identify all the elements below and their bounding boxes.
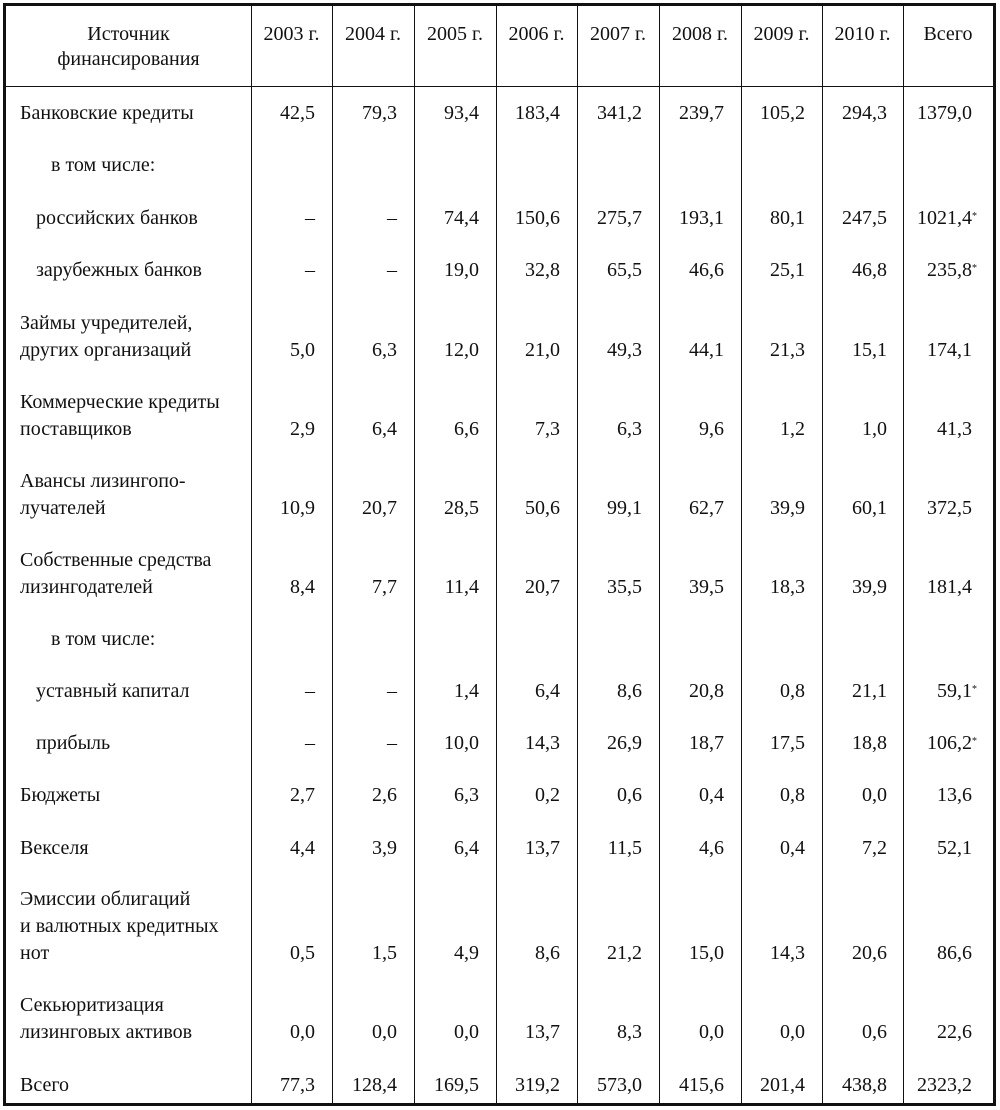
table-cell — [327, 495, 397, 522]
cell-value: 7,2 — [862, 837, 887, 859]
table-cell — [409, 574, 479, 601]
cell-value: 0,0 — [780, 1021, 805, 1043]
cell-value: 169,5 — [434, 1074, 479, 1096]
cell-value: 0,8 — [780, 680, 805, 702]
row-label: Авансы лизингопо- — [20, 470, 186, 492]
cell-value: 1,0 — [862, 418, 887, 440]
cell-value: 0,4 — [780, 837, 805, 859]
cell-value: 4,9 — [454, 942, 479, 964]
cell-value: 183,4 — [515, 102, 560, 124]
table-cell — [490, 678, 560, 705]
cell-value: 128,4 — [352, 1074, 397, 1096]
cell-value: 32,8 — [525, 259, 560, 281]
header-divider — [6, 86, 993, 87]
table-cell — [245, 495, 315, 522]
cell-value: 21,0 — [525, 339, 560, 361]
table-cell — [572, 416, 642, 443]
cell-value: 2,9 — [290, 418, 315, 440]
table-cell — [245, 337, 315, 364]
table-cell — [735, 1019, 805, 1046]
cell-value: 8,4 — [290, 576, 315, 598]
table-cell — [327, 1019, 397, 1046]
table-cell — [327, 416, 397, 443]
row-label: лучателей — [20, 497, 106, 519]
cell-value: 372,5 — [927, 497, 972, 519]
header-year: 2010 г. — [834, 23, 891, 45]
row-label: поставщиков — [20, 418, 132, 440]
table-cell — [572, 782, 642, 809]
table-cell — [572, 257, 642, 284]
cell-value: 26,9 — [607, 732, 642, 754]
cell-value: 6,4 — [372, 418, 397, 440]
row-label: зарубежных банков — [36, 259, 202, 281]
table-cell — [245, 416, 315, 443]
cell-value: – — [305, 207, 315, 229]
cell-value: 8,3 — [617, 1021, 642, 1043]
cell-value: 20,7 — [362, 497, 397, 519]
cell-value: 93,4 — [444, 102, 479, 124]
cell-value: 20,8 — [689, 680, 724, 702]
cell-value: 21,1 — [852, 680, 887, 702]
table-cell — [490, 730, 560, 757]
table-cell — [490, 940, 560, 967]
cell-value: 21,3 — [770, 339, 805, 361]
cell-value: 8,6 — [535, 942, 560, 964]
table-cell — [902, 782, 972, 809]
cell-value: 52,1 — [937, 837, 972, 859]
cell-value: 99,1 — [607, 497, 642, 519]
table-cell — [409, 835, 479, 862]
cell-value: 15,1 — [852, 339, 887, 361]
table-cell — [490, 835, 560, 862]
header-year: 2009 г. — [753, 23, 810, 45]
table-cell — [409, 205, 479, 232]
table-cell — [654, 1072, 724, 1099]
cell-value: 86,6 — [937, 942, 972, 964]
cell-value: 13,6 — [937, 784, 972, 806]
table-cell — [817, 416, 887, 443]
cell-value: 4,4 — [290, 837, 315, 859]
cell-value: 1,4 — [454, 680, 479, 702]
cell-value: 0,0 — [699, 1021, 724, 1043]
cell-value: 10,9 — [280, 497, 315, 519]
table-cell — [327, 835, 397, 862]
cell-value: 18,8 — [852, 732, 887, 754]
cell-value: 1379,0 — [917, 102, 972, 124]
table-cell — [902, 416, 972, 443]
header-source-line: финансирования — [57, 48, 200, 70]
row-label: Банковские кредиты — [20, 102, 194, 124]
table-cell — [654, 257, 724, 284]
cell-value: 46,8 — [852, 259, 887, 281]
table-cell — [409, 1072, 479, 1099]
cell-value: 0,0 — [372, 1021, 397, 1043]
column-divider — [251, 6, 252, 1103]
cell-value: 39,9 — [852, 576, 887, 598]
cell-value: 49,3 — [607, 339, 642, 361]
table-cell — [572, 940, 642, 967]
column-divider — [414, 6, 415, 1103]
cell-value: 42,5 — [280, 102, 315, 124]
cell-value: 20,7 — [525, 576, 560, 598]
cell-value: 25,1 — [770, 259, 805, 281]
cell-value: 341,2 — [597, 102, 642, 124]
cell-value: 0,2 — [535, 784, 560, 806]
table-cell — [735, 495, 805, 522]
cell-value: – — [387, 207, 397, 229]
cell-value: 13,7 — [525, 837, 560, 859]
row-label: нот — [20, 942, 50, 964]
row-label: прибыль — [36, 732, 111, 754]
table-cell — [817, 100, 887, 127]
cell-value: 39,5 — [689, 576, 724, 598]
cell-value: 174,1 — [927, 339, 972, 361]
cell-value: 14,3 — [525, 732, 560, 754]
row-label: Бюджеты — [20, 784, 101, 806]
table-cell — [409, 678, 479, 705]
table-cell — [490, 257, 560, 284]
cell-value: 6,4 — [535, 680, 560, 702]
cell-value: 59,1 — [937, 680, 972, 702]
cell-value: 79,3 — [362, 102, 397, 124]
header-total: Всего — [923, 23, 973, 45]
cell-value: 41,3 — [937, 418, 972, 440]
table-cell — [817, 1072, 887, 1099]
cell-value: 2323,2 — [917, 1074, 972, 1096]
row-label: лизинговых активов — [20, 1021, 193, 1043]
row-label: Коммерческие кредиты — [20, 391, 220, 413]
table-cell — [654, 835, 724, 862]
table-cell — [817, 835, 887, 862]
table-cell — [572, 730, 642, 757]
table-cell — [490, 205, 560, 232]
table-cell — [245, 574, 315, 601]
table-cell — [409, 337, 479, 364]
row-label: и валютных кредитных — [20, 915, 219, 937]
row-label: Секьюритизация — [20, 994, 164, 1016]
cell-value: 6,4 — [454, 837, 479, 859]
table-cell — [735, 257, 805, 284]
cell-value: 0,6 — [862, 1021, 887, 1043]
row-label: Всего — [20, 1074, 70, 1096]
table-cell — [902, 495, 972, 522]
cell-value: 18,7 — [689, 732, 724, 754]
table-cell — [327, 574, 397, 601]
table-cell — [327, 205, 397, 232]
table-cell — [817, 940, 887, 967]
cell-value: 1021,4 — [917, 207, 972, 229]
table-cell — [902, 1019, 972, 1046]
table-cell — [327, 337, 397, 364]
table-cell — [654, 205, 724, 232]
cell-value: 11,4 — [444, 576, 479, 598]
column-divider — [741, 6, 742, 1103]
cell-value: 193,1 — [679, 207, 724, 229]
table-cell — [327, 1072, 397, 1099]
row-label: Векселя — [20, 837, 89, 859]
table-cell — [817, 495, 887, 522]
table-cell — [245, 678, 315, 705]
table-cell — [902, 1072, 972, 1099]
cell-value: 438,8 — [842, 1074, 887, 1096]
cell-value: 150,6 — [515, 207, 560, 229]
cell-value: 7,7 — [372, 576, 397, 598]
table-cell: 59,1* — [937, 680, 977, 702]
row-label: уставный капитал — [36, 680, 190, 702]
cell-value: – — [387, 259, 397, 281]
cell-value: 28,5 — [444, 497, 479, 519]
cell-value: 21,2 — [607, 942, 642, 964]
cell-value: 4,6 — [699, 837, 724, 859]
table-cell — [490, 782, 560, 809]
row-label: в том числе: — [51, 628, 156, 650]
table-cell — [572, 835, 642, 862]
cell-value: 15,0 — [689, 942, 724, 964]
table-cell: 235,8* — [927, 259, 977, 281]
table-cell — [490, 100, 560, 127]
financing-sources-table — [3, 3, 996, 1106]
table-cell — [409, 495, 479, 522]
table-cell — [409, 782, 479, 809]
header-source-line: Источник — [87, 23, 170, 45]
table-cell — [654, 782, 724, 809]
cell-value: 6,3 — [617, 418, 642, 440]
table-cell — [902, 100, 972, 127]
table-cell — [902, 574, 972, 601]
table-cell — [817, 678, 887, 705]
cell-value: 1,2 — [780, 418, 805, 440]
header-year: 2006 г. — [508, 23, 565, 45]
column-divider — [496, 6, 497, 1103]
table-cell — [572, 1019, 642, 1046]
table-cell — [735, 782, 805, 809]
table-cell — [572, 495, 642, 522]
table-cell — [817, 1019, 887, 1046]
cell-value: 0,8 — [780, 784, 805, 806]
cell-value: 22,6 — [937, 1021, 972, 1043]
cell-value: 74,4 — [444, 207, 479, 229]
cell-value: 14,3 — [770, 942, 805, 964]
table-cell — [327, 678, 397, 705]
cell-value: 9,6 — [699, 418, 724, 440]
cell-value: 3,9 — [372, 837, 397, 859]
cell-value: 275,7 — [597, 207, 642, 229]
cell-value: 0,6 — [617, 784, 642, 806]
table-cell — [245, 835, 315, 862]
table-cell — [735, 1072, 805, 1099]
cell-value: 106,2 — [927, 732, 972, 754]
table-cell — [409, 257, 479, 284]
cell-value: 319,2 — [515, 1074, 560, 1096]
header-year: 2008 г. — [672, 23, 728, 45]
table-cell — [245, 730, 315, 757]
column-divider — [577, 6, 578, 1103]
cell-value: 239,7 — [679, 102, 724, 124]
cell-value: 46,6 — [689, 259, 724, 281]
cell-value: – — [305, 732, 315, 754]
table-cell — [902, 337, 972, 364]
cell-value: 60,1 — [852, 497, 887, 519]
table-cell — [572, 337, 642, 364]
column-divider — [822, 6, 823, 1103]
table-cell: 106,2* — [927, 732, 977, 754]
table-cell — [245, 100, 315, 127]
cell-value: 50,6 — [525, 497, 560, 519]
cell-value: 44,1 — [689, 339, 724, 361]
header-year: 2005 г. — [427, 23, 483, 45]
table-cell — [572, 1072, 642, 1099]
table-cell — [245, 1072, 315, 1099]
table-cell — [490, 495, 560, 522]
table-cell — [817, 205, 887, 232]
table-cell — [817, 730, 887, 757]
table-cell — [902, 940, 972, 967]
cell-value: 1,5 — [372, 942, 397, 964]
cell-value: 65,5 — [607, 259, 642, 281]
table-cell — [490, 574, 560, 601]
cell-value: 181,4 — [927, 576, 972, 598]
cell-value: 13,7 — [525, 1021, 560, 1043]
cell-value: – — [305, 259, 315, 281]
cell-value: 35,5 — [607, 576, 642, 598]
cell-value: 0,0 — [290, 1021, 315, 1043]
table-cell — [327, 730, 397, 757]
table-cell: 1021,4* — [917, 207, 977, 229]
table-cell — [327, 940, 397, 967]
cell-value: 12,0 — [444, 339, 479, 361]
table-cell — [654, 940, 724, 967]
table-cell — [735, 337, 805, 364]
table-cell — [654, 337, 724, 364]
table-cell — [490, 1019, 560, 1046]
row-label: Эмиссии облигаций — [20, 888, 191, 910]
header-source — [6, 6, 251, 86]
table-cell — [735, 574, 805, 601]
cell-value: 573,0 — [597, 1074, 642, 1096]
row-label: лизингодателей — [20, 576, 153, 598]
table-cell — [572, 574, 642, 601]
table-cell — [654, 416, 724, 443]
cell-value: 235,8 — [927, 259, 972, 281]
table-cell — [735, 730, 805, 757]
table-cell — [817, 574, 887, 601]
row-label: Займы учредителей, — [20, 312, 193, 334]
cell-value: 6,3 — [372, 339, 397, 361]
column-divider — [332, 6, 333, 1103]
table-cell — [245, 205, 315, 232]
table-cell — [245, 940, 315, 967]
cell-value: 0,5 — [290, 942, 315, 964]
table-cell — [735, 940, 805, 967]
row-label: Собственные средства — [20, 549, 212, 571]
cell-value: 19,0 — [444, 259, 479, 281]
column-divider — [659, 6, 660, 1103]
table-cell — [327, 257, 397, 284]
cell-value: 80,1 — [770, 207, 805, 229]
table-cell — [654, 1019, 724, 1046]
cell-value: – — [305, 680, 315, 702]
cell-value: 294,3 — [842, 102, 887, 124]
table-cell — [572, 205, 642, 232]
cell-value: 0,0 — [454, 1021, 479, 1043]
cell-value: 0,4 — [699, 784, 724, 806]
cell-value: 17,5 — [770, 732, 805, 754]
table-cell — [245, 782, 315, 809]
row-label: других организаций — [20, 339, 192, 361]
cell-value: 2,6 — [372, 784, 397, 806]
table-cell — [735, 835, 805, 862]
table-cell — [409, 1019, 479, 1046]
cell-value: 20,6 — [852, 942, 887, 964]
column-divider — [903, 6, 904, 1103]
table-cell — [409, 416, 479, 443]
cell-value: 18,3 — [770, 576, 805, 598]
table-cell — [735, 416, 805, 443]
cell-value: 8,6 — [617, 680, 642, 702]
table-cell — [654, 100, 724, 127]
cell-value: 11,5 — [607, 837, 642, 859]
cell-value: 10,0 — [444, 732, 479, 754]
cell-value: 62,7 — [689, 497, 724, 519]
table-cell — [409, 940, 479, 967]
table-cell — [490, 416, 560, 443]
table-cell — [817, 257, 887, 284]
table-cell — [654, 495, 724, 522]
cell-value: 5,0 — [290, 339, 315, 361]
cell-value: – — [387, 680, 397, 702]
cell-value: 0,0 — [862, 784, 887, 806]
cell-value: – — [387, 732, 397, 754]
table-cell — [245, 1019, 315, 1046]
table-cell — [654, 574, 724, 601]
table-cell — [409, 100, 479, 127]
cell-value: 247,5 — [842, 207, 887, 229]
cell-value: 6,6 — [454, 418, 479, 440]
table-cell — [490, 337, 560, 364]
table-cell — [654, 678, 724, 705]
table-cell — [327, 782, 397, 809]
table-cell — [245, 257, 315, 284]
table-cell — [654, 730, 724, 757]
table-cell — [572, 678, 642, 705]
row-label: в том числе: — [51, 154, 156, 176]
cell-value: 39,9 — [770, 497, 805, 519]
table-cell — [817, 782, 887, 809]
table-cell — [490, 1072, 560, 1099]
cell-value: 77,3 — [280, 1074, 315, 1096]
table-cell — [735, 205, 805, 232]
cell-value: 415,6 — [679, 1074, 724, 1096]
table-cell — [327, 100, 397, 127]
cell-value: 6,3 — [454, 784, 479, 806]
table-cell — [817, 337, 887, 364]
cell-value: 7,3 — [535, 418, 560, 440]
header-year: 2003 г. — [263, 23, 320, 45]
table-cell — [735, 100, 805, 127]
cell-value: 2,7 — [290, 784, 315, 806]
cell-value: 105,2 — [760, 102, 805, 124]
header-year: 2004 г. — [345, 23, 401, 45]
cell-value: 201,4 — [760, 1074, 805, 1096]
table-cell — [902, 835, 972, 862]
header-year: 2007 г. — [590, 23, 646, 45]
table-cell — [572, 100, 642, 127]
table-cell — [409, 730, 479, 757]
table-cell — [735, 678, 805, 705]
row-label: российских банков — [36, 207, 198, 229]
